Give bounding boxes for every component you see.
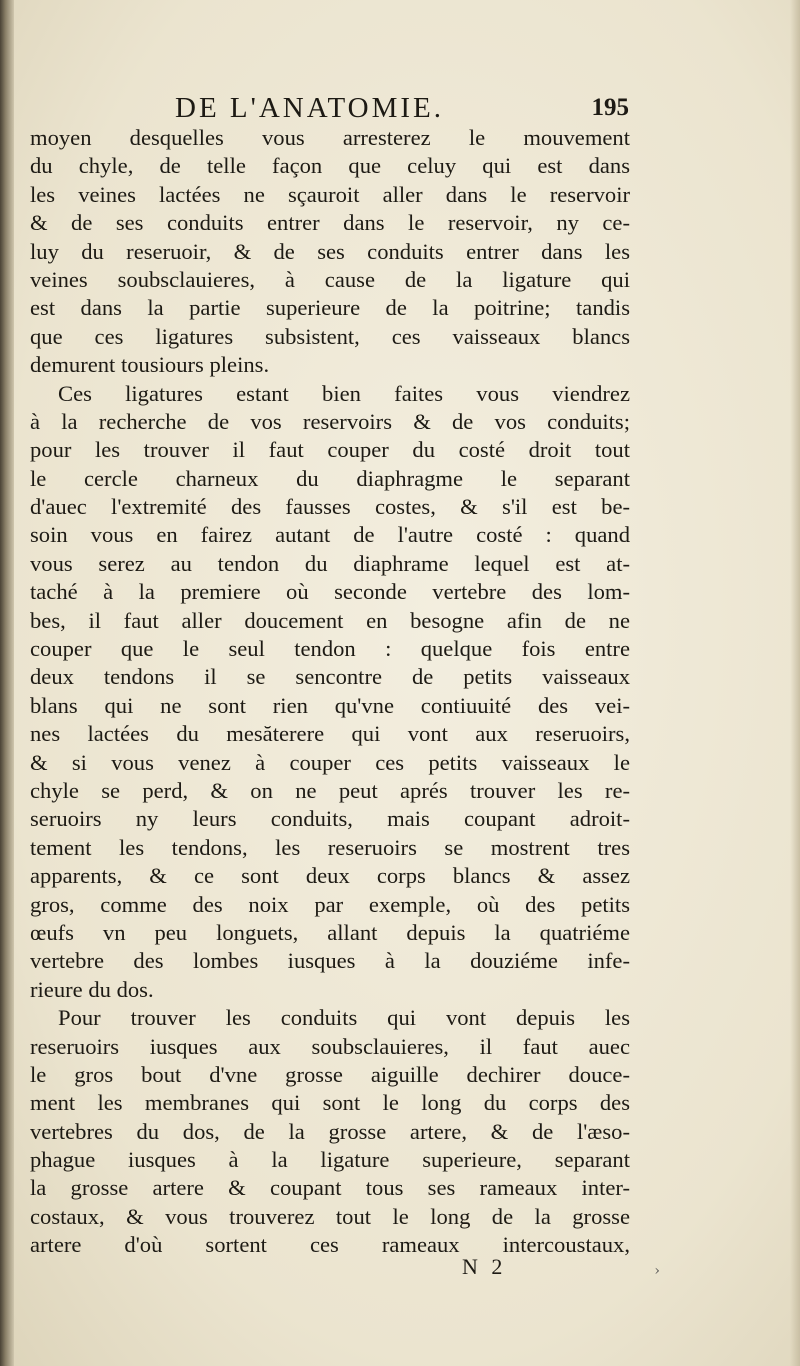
text-line: moyen desquelles vous arresterez le mouvement [30, 125, 630, 150]
text-line: d'auec l'extremité des fausses costes, & s'il est be- [30, 494, 630, 520]
text-line: Pour trouver les conduits qui vont depuis les [58, 1005, 630, 1031]
text-line: veines soubsclauieres, à cause de la ligature qui [30, 266, 630, 292]
text-line: le gros bout d'vne grosse aiguille dechirer douce- [30, 1061, 630, 1087]
text-line: que ces ligatures subsistent, ces vaisseaux blancs [30, 323, 630, 349]
text-line: nes lactées du mesăterere qui vont aux reseruoirs, [30, 721, 630, 747]
text-line: Ces ligatures estant bien faites vous viendrez [58, 380, 630, 406]
text-line: & si vous venez à couper ces petits vaisseaux le [30, 749, 630, 775]
text-line: œufs vn peu longuets, allant depuis la quatriéme [30, 919, 630, 945]
text-line: blans qui ne sont rien qu'vne contiuuité des vei- [30, 692, 630, 718]
running-title: DE L'ANATOMIE. [175, 92, 445, 124]
text-line: vertebres du dos, de la grosse artere, & de l'æso- [30, 1118, 630, 1144]
text-line: demurent tousiours pleins. [30, 352, 270, 378]
text-line: seruoirs ny leurs conduits, mais coupant adroit- [30, 806, 630, 832]
text-line: pour les trouver il faut couper du costé droit tout [30, 437, 630, 463]
text-line: rieure du dos. [30, 976, 154, 1002]
text-line: costaux, & vous trouverez tout le long de la grosse [30, 1203, 630, 1229]
text-line: à la recherche de vos reservoirs & de vos conduits; [30, 408, 630, 434]
text-line: reseruoirs iusques aux soubsclauieres, il faut auec [30, 1033, 630, 1059]
signature-mark: N 2 [462, 1254, 507, 1279]
text-line: vous serez au tendon du diaphrame lequel est at- [30, 550, 630, 576]
text-line: du chyle, de telle façon que celuy qui est dans [30, 153, 630, 179]
text-line: est dans la partie superieure de la poitrine; tandis [30, 295, 630, 321]
page-header [175, 88, 635, 128]
text-line: la grosse artere & coupant tous ses rameaux inter- [30, 1175, 630, 1201]
text-line: apparents, & ce sont deux corps blancs & assez [30, 863, 630, 889]
text-line: ment les membranes qui sont le long du corps des [30, 1090, 630, 1116]
body-text [30, 124, 630, 1260]
page-number: 195 [591, 94, 629, 121]
text-line: couper que le seul tendon : quelque fois entre [30, 636, 630, 662]
page-binding-shadow [0, 0, 14, 1366]
text-line: soin vous en fairez autant de l'autre costé : quand [30, 522, 630, 548]
text-line: vertebre des lombes iusques à la douziéme infe- [30, 948, 630, 974]
text-line: deux tendons il se sencontre de petits vaisseaux [30, 664, 630, 690]
text-line: & de ses conduits entrer dans le reservoir, ny ce- [30, 210, 630, 236]
page-edge [790, 0, 800, 1366]
text-line: chyle se perd, & on ne peut aprés trouver les re- [30, 777, 630, 803]
text-line: artere d'où sortent ces rameaux intercoustaux, [30, 1232, 630, 1258]
text-line: gros, comme des noix par exemple, où des petits [30, 891, 630, 917]
text-line: les veines lactées ne sçauroit aller dans le reservoir [30, 181, 630, 207]
text-line: tement les tendons, les reseruoirs se mostrent tres [30, 834, 630, 860]
text-line: phague iusques à la ligature superieure, separant [30, 1147, 630, 1173]
text-line: luy du reseruoir, & de ses conduits entrer dans les [30, 238, 630, 264]
margin-mark: › [654, 1263, 660, 1279]
text-line: le cercle charneux du diaphragme le separant [30, 465, 630, 491]
text-line: bes, il faut aller doucement en besogne afin de ne [30, 607, 630, 633]
text-line: taché à la premiere où seconde vertebre des lom- [30, 579, 630, 605]
